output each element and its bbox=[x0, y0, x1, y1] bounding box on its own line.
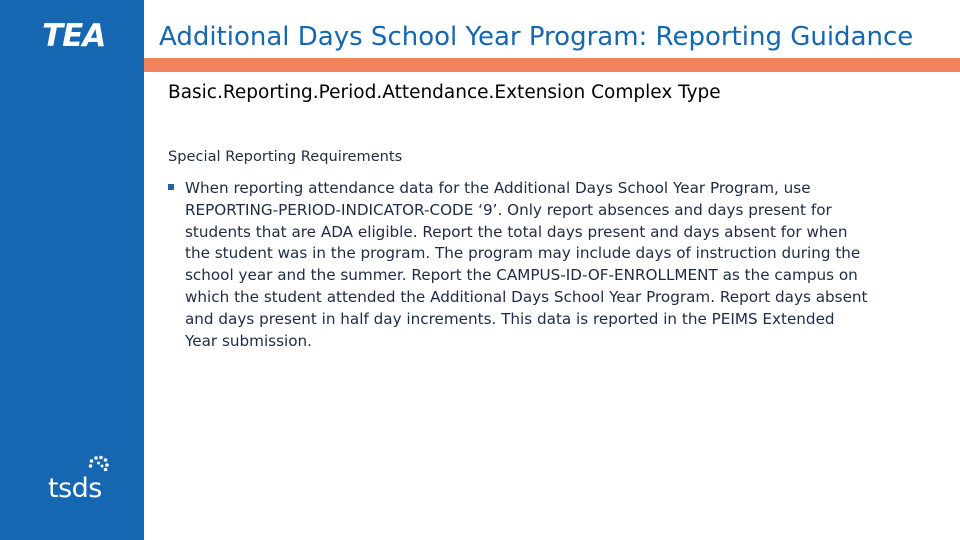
tea-logo bbox=[40, 17, 124, 51]
sidebar bbox=[0, 0, 144, 540]
header-title: Additional Days School Year Program: Reporting Guidance bbox=[159, 22, 914, 52]
tsds-logo-text: tsds bbox=[48, 473, 102, 502]
bullet-marker-icon bbox=[168, 184, 174, 190]
tsds-dots bbox=[89, 456, 109, 472]
tea-logo-text: TEA bbox=[42, 18, 106, 51]
slide-title: Basic.Reporting.Period.Attendance.Extension Complex Type bbox=[168, 82, 721, 103]
accent-bar bbox=[144, 58, 960, 72]
bullet-list bbox=[168, 178, 868, 352]
tsds-logo bbox=[46, 454, 120, 502]
section-heading: Special Reporting Requirements bbox=[168, 148, 403, 165]
bullet-item: When reporting attendance data for the Additional Days School Year Program, use REPORTING-PERIOD-INDICATOR-CODE ‘9’. Only report absences and days present for students that are ADA eligible. Report the total days present and days absent for when the student was in the program. The program may include days of instruction during the school year and the summer. Report the CAMPUS-ID-OF-ENROLLMENT as the campus on which the student attended the Additional Days School Year Program. Report days absent and days present in half day increments. This data is reported in the PEIMS Extended Year submission. bbox=[185, 179, 868, 350]
